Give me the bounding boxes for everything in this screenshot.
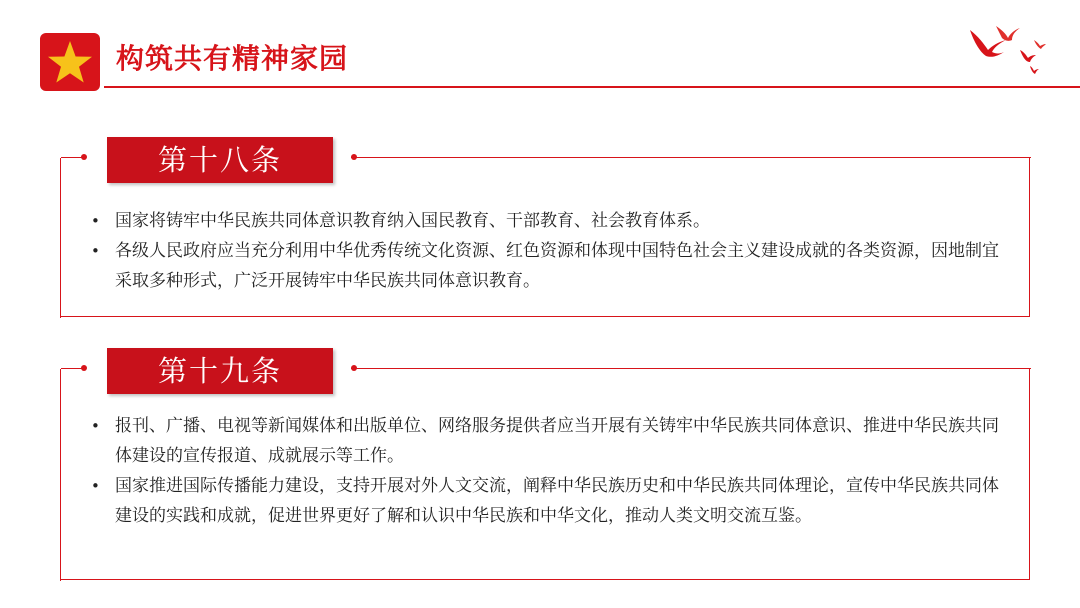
- logo-badge: [40, 33, 100, 91]
- article-heading: 第十九条: [107, 348, 333, 394]
- panel-dot-left: [81, 365, 87, 371]
- list-item: • 国家推进国际传播能力建设，支持开展对外人文交流，阐释中华民族历史和中华民族共同体理论，宣传中华民族共同体建设的实践和成就，促进世界更好了解和认识中华民族和中华文化，推动人类文明交流互鉴。: [91, 476, 999, 526]
- list-item: • 国家将铸牢中华民族共同体意识教育纳入国民教育、干部教育、社会教育体系。: [91, 211, 710, 231]
- article-items: [89, 411, 999, 531]
- panel-top-edge: [351, 368, 1031, 369]
- article-items: [89, 206, 999, 296]
- article-heading: 第十八条: [107, 137, 333, 183]
- list-item: • 报刊、广播、电视等新闻媒体和出版单位、网络服务提供者应当开展有关铸牢中华民族共同体意识、推进中华民族共同体建设的宣传报道、成就展示等工作。: [91, 416, 999, 466]
- panel-stub-line: [61, 157, 83, 158]
- panel-dot-left: [81, 154, 87, 160]
- panel-stub-line: [61, 368, 83, 369]
- article-panel-19: [60, 354, 1030, 580]
- list-item: • 各级人民政府应当充分利用中华优秀传统文化资源、红色资源和体现中国特色社会主义建设成就的各类资源，因地制宜采取多种形式，广泛开展铸牢中华民族共同体意识教育。: [91, 241, 999, 291]
- panel-top-edge: [351, 157, 1031, 158]
- panel-dot-right: [351, 365, 357, 371]
- article-panel-18: [60, 143, 1030, 317]
- panel-left-edge: [60, 369, 61, 581]
- star-icon: [40, 33, 100, 91]
- title-divider: [104, 86, 1080, 88]
- panel-dot-right: [351, 154, 357, 160]
- panel-left-edge: [60, 158, 61, 318]
- page-title: 构筑共有精神家园: [116, 42, 349, 75]
- flying-doves-icon: [962, 22, 1052, 77]
